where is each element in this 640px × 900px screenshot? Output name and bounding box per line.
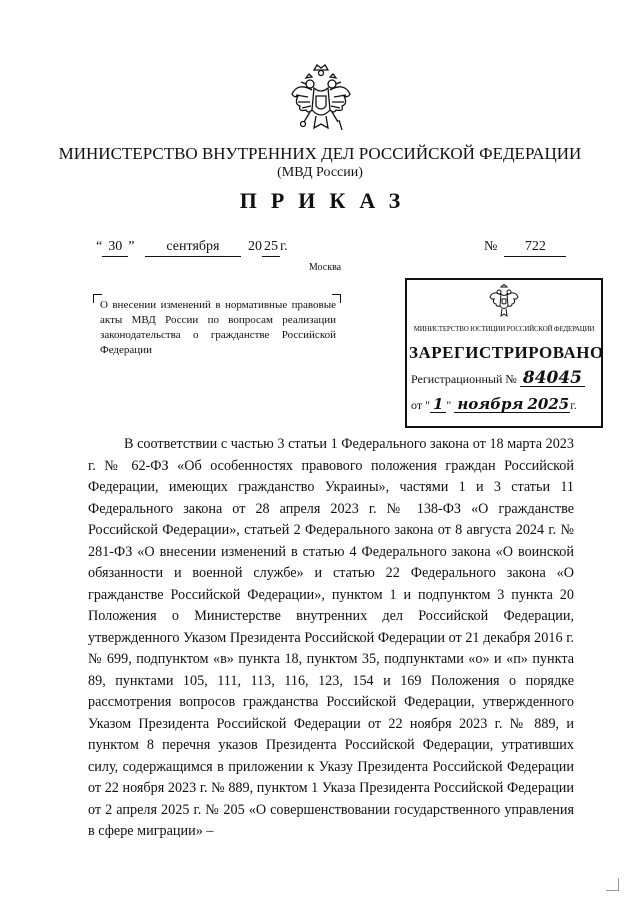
coat-of-arms-icon — [288, 64, 354, 144]
quote-open: “ — [96, 239, 103, 254]
stamp-date-year: 2025 — [527, 395, 570, 413]
registration-stamp — [405, 278, 603, 428]
stamp-date-month: ноября — [454, 396, 526, 413]
date-year-prefix: 20 — [247, 239, 262, 254]
stamp-date-line — [411, 396, 577, 413]
ministry-name: МИНИСТЕРСТВО ВНУТРЕННИХ ДЕЛ РОССИЙСКОЙ ФЕДЕРАЦИИ — [58, 144, 582, 163]
stamp-date-mid: " — [446, 398, 452, 412]
order-subject: О внесении изменений в нормативные правовые акты МВД России по вопросам реализации законодательства о гражданстве Российской Федерации — [100, 299, 336, 356]
stamp-date-prefix: от " — [411, 398, 430, 412]
number-label: № — [484, 239, 498, 254]
city-label: Москва — [308, 262, 342, 273]
order-number — [484, 238, 566, 257]
number-value: 722 — [504, 238, 566, 257]
stamp-date-end: г. — [570, 398, 577, 412]
date-year-suffix: 25 — [262, 238, 280, 257]
date-day: 30 — [102, 238, 128, 257]
ministry-short-name: (МВД России) — [277, 165, 363, 180]
order-body-paragraph — [88, 434, 574, 843]
stamp-date-day: 1 — [430, 396, 446, 413]
date-month: сентября — [145, 238, 241, 257]
stamp-registered-title: ЗАРЕГИСТРИРОВАНО — [409, 343, 604, 362]
scan-corner-mark — [606, 878, 619, 891]
stamp-reg-number: 84045 — [520, 370, 585, 387]
stamp-organization: МИНИСТЕРСТВО ЮСТИЦИИ РОССИЙСКОЙ ФЕДЕРАЦИИ — [413, 325, 595, 333]
order-date — [96, 238, 288, 257]
double-headed-eagle-icon — [489, 284, 519, 320]
document-type-title: ПРИКАЗ — [239, 188, 415, 213]
stamp-reg-number-line — [411, 370, 585, 387]
body-text: В соответствии с частью 3 статьи 1 Федерального закона от 18 марта 2023 г. № 62-ФЗ «Об особенностях правового положения граждан Российской Федерации, имеющих гражданство Украины», частями 1 и 3 статьи 11 Федерального закона от 28 апреля 2023 г. № 138-ФЗ «О гражданстве Российской Федерации», статьей 2 Федерального закона от 8 августа 2024 г. № 281-ФЗ «О внесении изменений в статью 4 Федерального закона «О воинской обязанности и военной службе» и статью 22 Федерального закона «О гражданстве Российской Федерации», пунктом 1 и подпунктом 3 пункта 20 Положения о Министерстве внутренних дел Российской Федерации, утвержденного Указом Президента Российской Федерации от 21 декабря 2016 г. № 699, подпунктом «в» пункта 18, пунктом 35, подпунктами «о» и «п» пункта 89, пунктами 105, 111, 113, 116, 123, 154 и 169 Положения о порядке рассмотрения вопросов гражданства Российской Федерации, утвержденного Указом Президента Российской Федерации от 22 ноября 2023 г. № 889, и пунктом 8 перечня указов Президента Российской Федерации, утративших силу, содержащимся в приложении к Указу Президента Российской Федерации от 22 ноября 2023 г. № 889, пунктом 1 Указа Президента Российской Федерации от 2 апреля 2025 г. № 205 «О совершенствовании государственного управления в сфере миграции» – — [88, 436, 574, 839]
quote-close: ” — [128, 239, 135, 254]
date-year-marker: г. — [279, 239, 288, 254]
stamp-reg-label: Регистрационный № — [411, 372, 517, 386]
